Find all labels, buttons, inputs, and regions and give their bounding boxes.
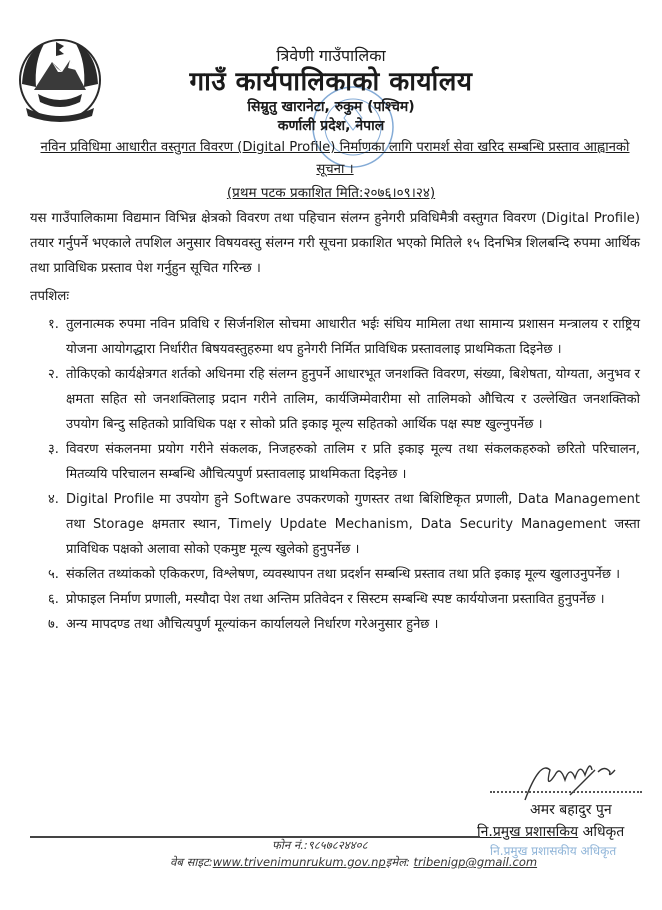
published-date — [0, 183, 662, 201]
footer-phone: फोन नं.:९८५७८२४४०८ — [272, 838, 368, 852]
item-number: ३. — [48, 442, 59, 457]
item-text: अन्य मापदण्ड तथा औचित्यपुर्ण मूल्यांकन कार्यालयले निर्धारण गरेअनुसार हुनेछ । — [66, 617, 439, 632]
notice-subject-text: नविन प्रविधिमा आधारीत वस्तुगत विवरण (Digital Profile) निर्माणका लागि परामर्श सेवा खरिद सम्बन्धि प्रस्ताव आह्वानको सूचना । — [40, 140, 630, 177]
details-label: तपशिलः — [30, 289, 69, 304]
intro-paragraph: यस गाउँपालिकामा विद्यमान विभिन्न क्षेत्रको विवरण तथा पहिचान संलग्न हुनेगरी प्रविधिमैत्री वस्तुगत विवरण (Digital Profile) तयार गर्नुपर्ने भएकाले तपशिल अनुसार विषयवस्तु संलग्न गरी सूचना प्रकाशित भएको मितिले १५ दिनभित्र शिलबन्दि रुपमा आर्थिक तथा प्राविधिक प्रस्ताव पेश गर्नुहुन सूचित गरिन्छ । — [30, 211, 640, 276]
item-text: संकलित तथ्यांकको एकिकरण, विश्लेषण, व्यवस्थापन तथा प्रदर्शन सम्बन्धि प्रस्ताव तथा प्रति इकाइ मूल्य खुलाउनुपर्नेछ । — [66, 567, 621, 582]
item-number: २. — [48, 367, 59, 382]
address-line-1: सिम्रुतु खारानेटा, रुकुम (पश्चिम) — [247, 99, 415, 115]
signatory-title-underlined: नि.प्रमुख प्रशासकिय — [477, 824, 579, 840]
email-label: इमेल: — [385, 855, 414, 869]
signatory-title-rest: अधिकृत — [582, 824, 625, 840]
officer-stamp: नि.प्रमुख प्रशासकीय अधिकृत — [490, 844, 617, 858]
address-line-2: कर्णाली प्रदेश, नेपाल — [277, 118, 385, 134]
item-text: प्रोफाइल निर्माण प्रणाली, मस्यौदा पेश तथा अन्तिम प्रतिवेदन र सिस्टम सम्बन्धि स्पष्ट कार्ययोजना प्रस्तावित हुनुपर्नेछ । — [66, 592, 605, 607]
item-text: Digital Profile मा उपयोग हुने Software उपकरणको गुणस्तर तथा बिशिष्टिकृत प्रणाली, Data Management तथा Storage क्षमतार स्थान, Timely Update Mechanism, Data Security Management जस्ता प्राविधिक पक्षको अलावा सोको एकमुष्ट मूल्य खुलेको हुनुपर्नेछ । — [66, 492, 640, 557]
list-item — [48, 487, 640, 562]
footer-divider — [30, 836, 480, 838]
list-item — [48, 362, 640, 437]
list-item — [48, 562, 640, 587]
notice-subject — [30, 137, 640, 181]
list-item — [48, 587, 640, 612]
item-number: ७. — [48, 617, 59, 632]
signatory-title — [477, 822, 624, 841]
website-label: वेब साइट: — [170, 855, 213, 869]
item-number: ६. — [48, 592, 59, 607]
list-item — [48, 612, 640, 637]
website-link[interactable]: www.trivenimunrukum.gov.np — [212, 855, 386, 869]
list-item — [48, 312, 640, 362]
item-number: ५. — [48, 567, 59, 582]
list-item — [48, 437, 640, 487]
signature-line — [490, 791, 642, 793]
published-date-text: (प्रथम पटक प्रकाशित मिति:२०७६।०९।२४) — [226, 185, 436, 201]
office-title: गाउँ कार्यपालिकाको कार्यालय — [189, 67, 473, 97]
conditions-list — [48, 312, 640, 637]
item-number: १. — [48, 317, 59, 332]
signatory-name: अमर बहादुर पुन — [530, 802, 612, 818]
municipality-name: त्रिवेणी गाउँपालिका — [276, 46, 386, 65]
email-link[interactable]: tribenigp@gmail.com — [413, 855, 538, 869]
item-number: ४. — [48, 492, 59, 507]
item-text: विवरण संकलनमा प्रयोग गरीने संकलक, निजहरुको तालिम र प्रति इकाइ मूल्य तथा संकलकहरुको छरितो परिचालन, मितव्ययि परिचालन सम्बन्धि औचित्यपुर्ण प्रस्तावलाइ प्राथमिकता दिइनेछ । — [66, 442, 640, 482]
footer-contact — [170, 855, 537, 870]
item-text: तोकिएको कार्यक्षेत्रगत शर्तको अधिनमा रहि संलग्न हुनुपर्ने आधारभूत जनशक्ति विवरण, संख्या, बिशेषता, योग्यता, अनुभव र क्षमता सहित सो जनशक्तिलाइ प्रदान गरीने तालिम, कार्यजिम्मेवारीमा सो तालिमको औचित्य र उल्लेखित जनशक्तिको उपयोग बिन्दु सहितको प्राविधिक पक्ष र सोको प्रति इकाइ मूल्य सहितको आर्थिक पक्ष स्पष्ट खुल्नुपर्नेछ । — [66, 367, 640, 432]
item-text: तुलनात्मक रुपमा नविन प्रविधि र सिर्जनशिल सोचमा आधारीत भईः संघिय मामिला तथा सामान्य प्रशासन मन्त्रालय र राष्ट्रिय योजना आयोगद्धारा निर्धारीत बिषयवस्तुहरुमा थप हुनेगरी निर्मित प्राविधिक प्रस्तावलाइ प्राथमिकता दिइनेछ । — [66, 317, 640, 357]
